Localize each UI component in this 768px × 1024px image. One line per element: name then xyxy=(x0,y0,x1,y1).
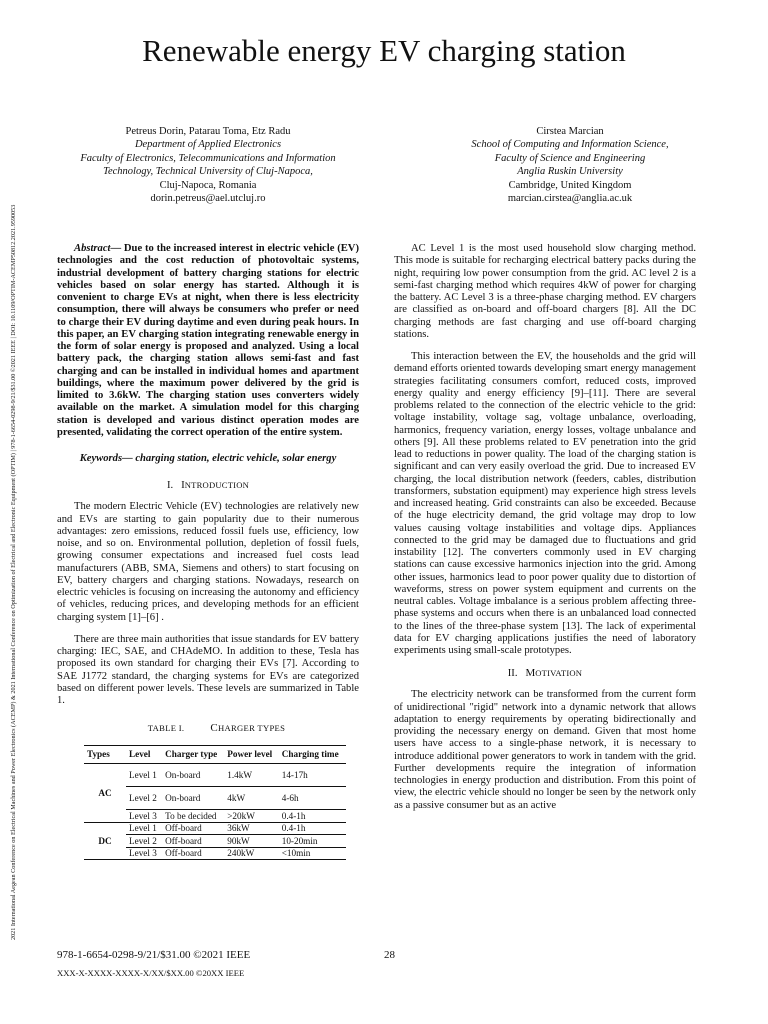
table-cell: 240kW xyxy=(224,847,278,860)
right-column xyxy=(394,243,696,822)
author-names: Petreus Dorin, Patarau Toma, Etz Radu xyxy=(125,126,291,137)
author-faculty: Faculty of Electronics, Telecommunications and Information Technology, Technical University of Cluj-Napoca, xyxy=(80,152,336,178)
table-cell: Level 2 xyxy=(126,835,162,848)
charger-table xyxy=(84,745,346,861)
paragraph: This interaction between the EV, the households and the grid will demand efforts oriented towards developing smart energy management strategies facilitating consumers comfort, reduced costs, improved energy quality and energy efficiency [9]–[11]. There are several problems related to the connection of the electric vehicle to the grid: voltage instability, voltage sag, voltage unbalance, overloading, harmonics, frequency variation, energy losses, voltage unbalance and others [9]. All these problems related to EV penetration into the grid lead to reductions in power quality. The load of the charging station is significant and can very easily overload the grid. Due to increased EV charging, the local distribution network (feeders, cables, distribution transformers, substation equipment) may experience high stress levels and increased heating. Grid constraints can also be exceeded. Because of the huge electricity demand, the grid voltage may drop to low values causing voltage instabilities and voltage dips. Appliances connected to the grid may be damaged due to fluctuations and grid instability [12]. The converters commonly used in EV charging stations can cause excessive harmonics injection into the grid. Among other issues, harmonics lead to poor power quality due to distortion of waveforms, stress on power system equipment and currents on the neutral cables. Voltage imbalance is a serious problem affecting three-phase systems and occurs when there is an unbalanced load connected to the lines of the three-phase system [13]. The lack of experimental data for EV charging applications justifies the need of laboratory experiments using small-scale prototypes. xyxy=(394,351,696,656)
section-title-rest: NTRODUCTION xyxy=(184,480,250,491)
table-cell: Off-board xyxy=(162,847,224,860)
table-cell: Level 3 xyxy=(126,810,162,823)
table-cell: 14-17h xyxy=(279,764,346,787)
table-header: Charging time xyxy=(279,745,346,764)
table-cell: 90kW xyxy=(224,835,278,848)
footer-template-line: XXX-X-XXXX-XXXX-X/XX/$XX.00 ©20XX IEEE xyxy=(57,968,245,978)
author-block-cluj xyxy=(58,125,358,205)
author-faculty: Faculty of Science and Engineering xyxy=(494,152,646,164)
table-caption-number: TABLE I. xyxy=(147,723,185,734)
table-cell: Level 1 xyxy=(126,822,162,835)
table-cell: >20kW xyxy=(224,810,278,823)
author-department: Department of Applied Electronics xyxy=(134,139,282,151)
section-number: I. xyxy=(166,480,174,492)
table-cell: Level 2 xyxy=(126,787,162,810)
table-cell: 4-6h xyxy=(279,787,346,810)
paragraph: There are three main authorities that issue standards for EV battery charging: IEC, SAE, and CHAdeMO. In addition to these, Tesla has proposed its own standard for charging their EVs [7]. According to SAE J1772 standard, the charging systems for EVs are categorized based on different power levels. These levels are summarized in Table 1. xyxy=(57,633,359,706)
author-department: School of Computing and Information Science, xyxy=(471,139,669,151)
paper-title: Renewable energy EV charging station xyxy=(142,33,626,68)
abstract xyxy=(57,243,359,439)
section-initial: I xyxy=(181,479,185,492)
section-number: II. xyxy=(507,668,518,680)
table-caption xyxy=(57,722,359,734)
author-email: marcian.cirstea@anglia.ac.uk xyxy=(507,193,633,205)
section-initial: M xyxy=(525,667,536,680)
table-cell: On-board xyxy=(162,764,224,787)
author-location: Cluj-Napoca, Romania xyxy=(159,179,257,191)
table-cell: 4kW xyxy=(224,787,278,810)
author-block-anglia xyxy=(420,125,720,205)
left-column xyxy=(57,243,359,860)
paragraph: The electricity network can be transformed from the current form of unidirectional "rigid" network into a dynamic network that allows adaptation to energy requirements by operating bidirectionally and providing the necessary energy on demand. Given that most home users have access to a single-phase network, it is necessary to introduce additional power generators to work in tandem with the grid. Further developments require the integration of information technologies in energy production and distribution. From this point of view, the electric vehicle should no longer be seen by the network only as a passive consumer but as an active xyxy=(394,689,696,811)
table-cell: 1.4kW xyxy=(224,764,278,787)
table-cell: To be decided xyxy=(162,810,224,823)
table-cell: <10min xyxy=(279,847,346,860)
abstract-text: Due to the increased interest in electric vehicle (EV) technologies and the cost reduction of photovoltaic systems, industrial development of battery charging stations for electric vehicles based on solar energy has started. Although it is convenient to charge EVs at night, when there is less electricity consumption, there will always be consumers who prefer or need to charge their EV during daytime and even during peak hours. In this paper, an EV charging station integrating renewable energy in the form of solar energy is proposed and analyzed. Using a local battery pack, the charging station allows semi-fast and fast charging and can be installed in individual homes and apartment buildings, where the maximum power delivered by the grid is limited to 3.6kW. The charging station uses converters widely available on the market. A simulation model for this charging station is developed and various distinct operation modes are presented, validating the correct operation of the entire system. xyxy=(57,243,359,438)
table-cell: 0.4-1h xyxy=(279,822,346,835)
paragraph: The modern Electric Vehicle (EV) technologies are relatively new and EVs are starting to gain popularity due to their numerous advantages: zero emissions, reduced fossil fuels use, efficiency, low noise, and so on. Environmental pollution, depletion of fossil fuels, growing consumer expectations and increased fuel costs lead manufacturers (ABB, SMA, Siemens and others) to start focusing on EV, battery chargers and charging stations. Nowadays, research on electric vehicles is focusing on increasing the autonomy and efficiency of vehicles, reducing prices, and developing methods for an efficient charging system [1]–[6] . xyxy=(57,501,359,623)
table-cell: 36kW xyxy=(224,822,278,835)
abstract-separator: — xyxy=(110,243,124,254)
keywords: Keywords— charging station, electric vehicle, solar energy xyxy=(79,453,337,464)
paragraph: AC Level 1 is the most used household slow charging method. This mode is suitable for recharging electrical battery packs during the night, requiring low power consumption from the grid. AC level 2 is a semi-fast charging method which requires 4kW of power for charging the battery. AC Level 3 is a three-phase charging method. EV chargers are classified as on-board and off-board chargers [8]. All the DC charging methods are fast charging and use off-board charging stations. xyxy=(394,243,696,340)
table-cell: Off-board xyxy=(162,822,224,835)
table-header: Types xyxy=(84,745,126,764)
author-institution: Anglia Ruskin University xyxy=(517,166,623,178)
abstract-label: Abstract xyxy=(74,243,111,254)
author-names: Cirstea Marcian xyxy=(536,126,604,137)
page-number: 28 xyxy=(384,949,395,961)
section-heading-motivation xyxy=(394,667,696,680)
table-group-label: DC xyxy=(84,822,126,860)
table-header: Power level xyxy=(224,745,278,764)
table-cell: Level 3 xyxy=(126,847,162,860)
footer-copyright: 978-1-6654-0298-9/21/$31.00 ©2021 IEEE xyxy=(57,949,251,961)
table-cell: 10-20min xyxy=(279,835,346,848)
table-cell: On-board xyxy=(162,787,224,810)
side-copyright-notice: 2021 International Aegean Conference on Electrical Machines and Power Electronics (ACEMP) & 2021 International Conference on Optimization of Electrical and Electronic Equipment (OPTIM) | 978-1-6654-0298-9/21/$31.00 ©2021 IEEE | DOI: 10.1109/OPTIM-ACEMP50812.2021.9590053 xyxy=(10,204,17,940)
table-cell: Off-board xyxy=(162,835,224,848)
table-caption-rest: HARGER TYPES xyxy=(218,723,286,734)
table-group-label: AC xyxy=(84,764,126,823)
table-header: Level xyxy=(126,745,162,764)
author-location: Cambridge, United Kingdom xyxy=(508,179,632,191)
table-charger-types xyxy=(57,722,359,860)
section-heading-introduction xyxy=(57,479,359,492)
table-cell: 0.4-1h xyxy=(279,810,346,823)
section-title-rest: OTIVATION xyxy=(535,668,583,679)
author-email: dorin.petreus@ael.utcluj.ro xyxy=(150,193,266,205)
table-header: Charger type xyxy=(162,745,224,764)
table-cell: Level 1 xyxy=(126,764,162,787)
table-caption-initial: C xyxy=(210,722,218,735)
